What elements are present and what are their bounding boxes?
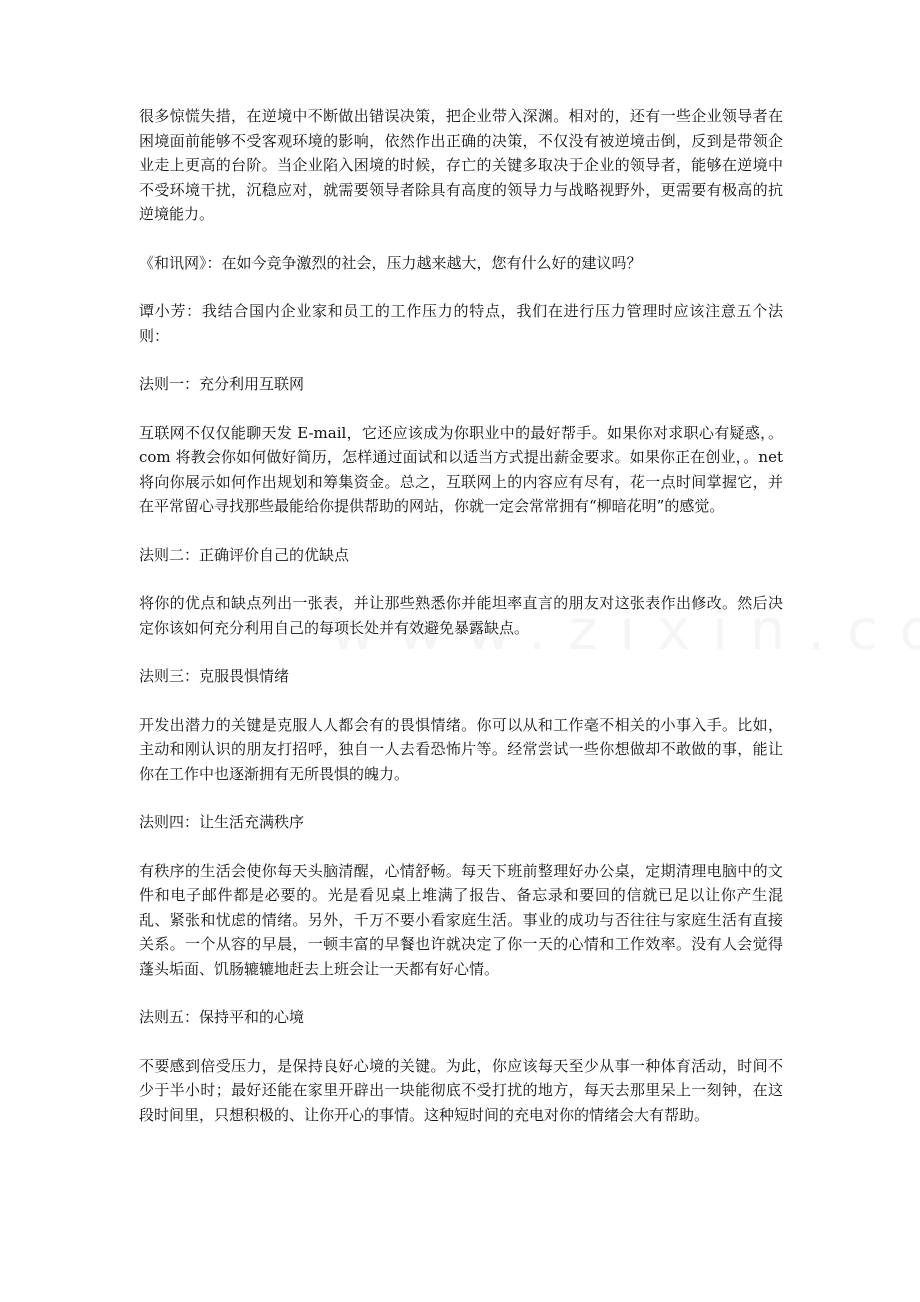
paragraph-intro: 很多惊慌失措，在逆境中不断做出错误决策，把企业带入深渊。相对的，还有一些企业领导者在困境面前能够不受客观环境的影响，依然作出正确的决策，不仅没有被逆境击倒，反到是带领企业走上更高的台阶。当企业陷入困境的时候，存亡的关键多取决于企业的领导者，能够在逆境中不受环境干扰，沉稳应对，就需要领导者除具有高度的领导力与战略视野外，更需要有极高的抗逆境能力。 xyxy=(139,107,783,223)
document-body xyxy=(139,104,783,1151)
rule-heading-1: 法则一：充分利用互联网 xyxy=(139,375,305,393)
paragraph-question: 《和讯网》：在如今竞争激烈的社会，压力越来越大，您有什么好的建议吗？ xyxy=(139,253,642,272)
rule-body-3: 开发出潜力的关键是克服人人都会有的畏惧情绪。你可以从和工作毫不相关的小事入手。比如，主动和刚认识的朋友打招呼，独自一人去看恐怖片等。经常尝试一些你想做却不敢做的事，能让你在工作中也逐渐拥有无所畏惧的魄力。 xyxy=(139,715,783,783)
rule-heading-2: 法则二：正确评价自己的优缺点 xyxy=(139,545,350,564)
rule-heading-5: 法则五：保持平和的心境 xyxy=(139,1008,305,1026)
rule-body-2: 将你的优点和缺点列出一张表，并让那些熟悉你并能坦率直言的朋友对这张表作出修改。然后决定你该如何充分利用自己的每项长处并有效避免暴露缺点。 xyxy=(139,594,783,637)
rule-body-5: 不要感到倍受压力，是保持良好心境的关键。为此，你应该每天至少从事一种体育活动，时间不少于半小时；最好还能在家里开辟出一块能彻底不受打扰的地方，每天去那里呆上一刻钟，在这段时间里，只想积极的、让你开心的事情。这种短时间的充电对你的情绪会大有帮助。 xyxy=(139,1056,783,1124)
rule-heading-4: 法则四：让生活充满秩序 xyxy=(139,813,305,831)
rule-body-1: 互联网不仅仅能聊天发 E-mail，它还应该成为你职业中的最好帮手。如果你对求职心有疑惑，。com 将教会你如何做好简历，怎样通过面试和以适当方式提出薪金要求。如果你正在创业，。net 将向你展示如何作出规划和筹集资金。总之，互联网上的内容应有尽有，花一点时间掌握它，并在平常留心寻找那些最能给你提供帮助的网站，你就一定会常常拥有“柳暗花明”的感觉。 xyxy=(139,423,783,515)
paragraph-answer: 谭小芳：我结合国内企业家和员工的工作压力的特点，我们在进行压力管理时应该注意五个法则： xyxy=(139,302,783,345)
rule-body-4: 有秩序的生活会使你每天头脑清醒，心情舒畅。每天下班前整理好办公桌，定期清理电脑中的文件和电子邮件都是必要的。光是看见桌上堆满了报告、备忘录和要回的信就已足以让你产生混乱、紧张和忧虑的情绪。另外，千万不要小看家庭生活。事业的成功与否往往与家庭生活有直接关系。一个从容的早晨，一顿丰富的早餐也许就决定了你一天的心情和工作效率。没有人会觉得蓬头垢面、饥肠辘辘地赶去上班会让一天都有好心情。 xyxy=(139,861,783,978)
rule-heading-3: 法则三：克服畏惧情绪 xyxy=(139,667,290,685)
